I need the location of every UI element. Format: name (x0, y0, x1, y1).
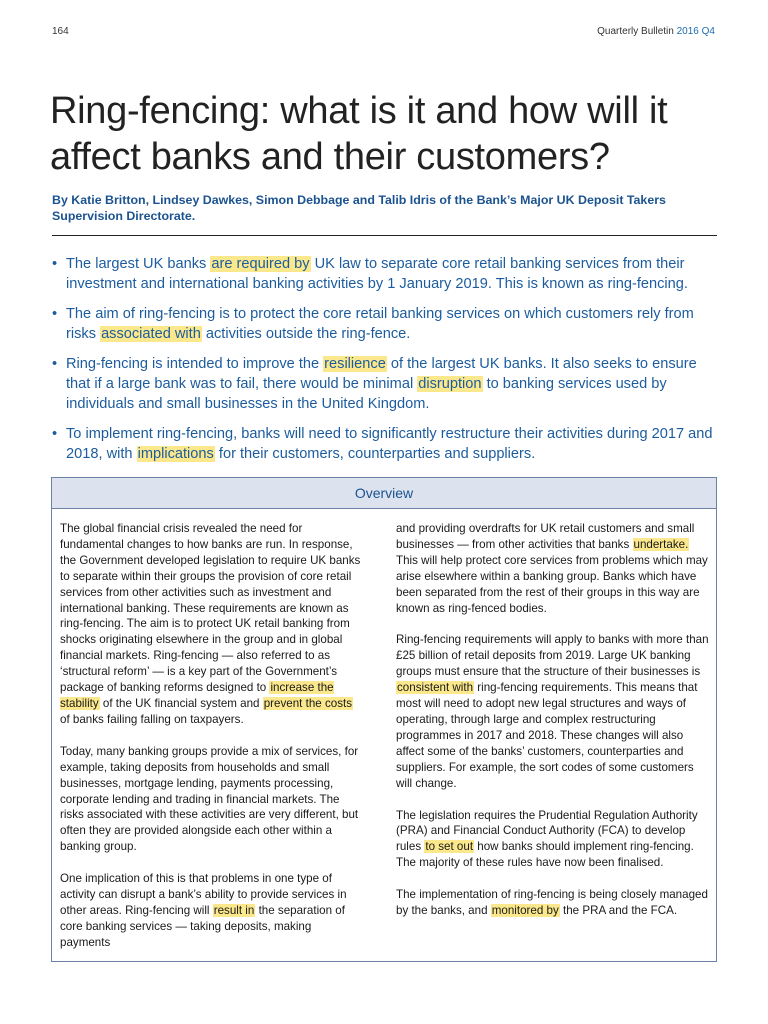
highlight: consistent with (397, 681, 474, 695)
highlight: are required by (211, 256, 310, 272)
highlight: undertake. (633, 537, 689, 551)
divider (52, 235, 717, 236)
overview-paragraph: The global financial crisis revealed the need for fundamental changes to how banks are run. In response, the Government developed legislation to require UK banks to separate within their groups the provision of core retail services from other activities such as investment and international banking. These requirements are known as ring-fencing. The aim is to protect UK retail banking from shocks originating elsewhere in the group and in global financial markets. Ring-fencing — also referred to as ‘structural reform’ — is a key part of the Government’s package of banking reforms designed to increase the stability of the UK financial system and prevent the costs of banks failing falling on taxpayers. (60, 522, 361, 726)
bullet-dot-icon: • (52, 356, 58, 372)
overview-paragraph: and providing overdrafts for UK retail customers and small businesses — from other activities that banks undertake. This will help protect core services from problems which may arise elsewhere within a banking group. Banks which have been separated from the rest of their groups in this way are known as ring-fenced bodies. (396, 522, 708, 615)
overview-right-column (396, 521, 711, 935)
publication-name: Quarterly Bulletin (597, 26, 674, 37)
bullet-dot-icon: • (52, 306, 58, 322)
bullet-item: • The aim of ring-fencing is to protect the core retail banking services on which customers rely from risks associated with activities outside the ring-fence. (52, 306, 694, 342)
highlight: associated with (101, 326, 201, 342)
overview-paragraph: The implementation of ring-fencing is being closely managed by the banks, and monitored by the PRA and the FCA. (396, 888, 708, 918)
overview-paragraph: One implication of this is that problems in one type of activity can disrupt a bank’s ability to provide services in other areas. Ring-fencing will result in the separation of core banking services — taking deposits, making payments (60, 872, 347, 949)
overview-paragraph: The legislation requires the Prudential Regulation Authority (PRA) and Financial Conduct Authority (FCA) to develop rules to set out how banks should implement ring-fencing. The majority of these rules have now been finalised. (396, 808, 698, 870)
overview-heading: Overview (52, 478, 716, 509)
byline: By Katie Britton, Lindsey Dawkes, Simon Debbage and Talib Idris of the Bank’s Major UK Deposit Takers Supervision Directorate. (52, 193, 666, 223)
highlight: result in (213, 903, 255, 917)
running-header (597, 26, 715, 37)
overview-left-column (60, 521, 364, 967)
highlight: prevent the costs (263, 696, 353, 710)
highlight: increase the stability (60, 681, 334, 710)
overview-box (51, 477, 717, 962)
highlight: resilience (324, 356, 386, 372)
highlight: implications (137, 446, 214, 462)
bullet-item: • To implement ring-fencing, banks will need to significantly restructure their activities during 2017 and 2018, with implications for their customers, counterparties and suppliers. (52, 426, 713, 462)
highlight: to set out (425, 840, 474, 854)
highlight: monitored by (491, 904, 559, 918)
highlight: disruption (418, 376, 482, 392)
overview-paragraph: Today, many banking groups provide a mix of services, for example, taking deposits from households and small businesses, mortgage lending, payments processing, corporate lending and trading in financial markets. The risks associated with these activities are very different, but often they are provided alongside each other within a banking group. (60, 744, 359, 854)
overview-paragraph: Ring-fencing requirements will apply to banks with more than £25 billion of retail deposits from 2019. Large UK banking groups must ensure that the structure of their businesses is consistent with ring-fencing requirements. This means that most will need to adopt new legal structures and ways of operating, through large and complex restructuring programmes in 2017 and 2018. These changes will also affect some of the banks’ customers, counterparties and suppliers. For example, the sort codes of some customers will change. (396, 633, 709, 790)
summary-bullets (52, 254, 722, 474)
bullet-item: • Ring-fencing is intended to improve the resilience of the largest UK banks. It also seeks to ensure that if a large bank was to fail, there would be minimal disruption to banking services used by individuals and small businesses in the United Kingdom. (52, 356, 697, 412)
page-number: 164 (52, 26, 69, 37)
bullet-dot-icon: • (52, 256, 58, 272)
bullet-item: • The largest UK banks are required by UK law to separate core retail banking services from their investment and international banking activities by 1 January 2019. This is known as ring-fencing. (52, 256, 688, 292)
article-title: Ring-fencing: what is it and how will it affect banks and their customers? (50, 90, 668, 178)
issue-label: 2016 Q4 (676, 26, 715, 37)
bullet-dot-icon: • (52, 426, 58, 442)
